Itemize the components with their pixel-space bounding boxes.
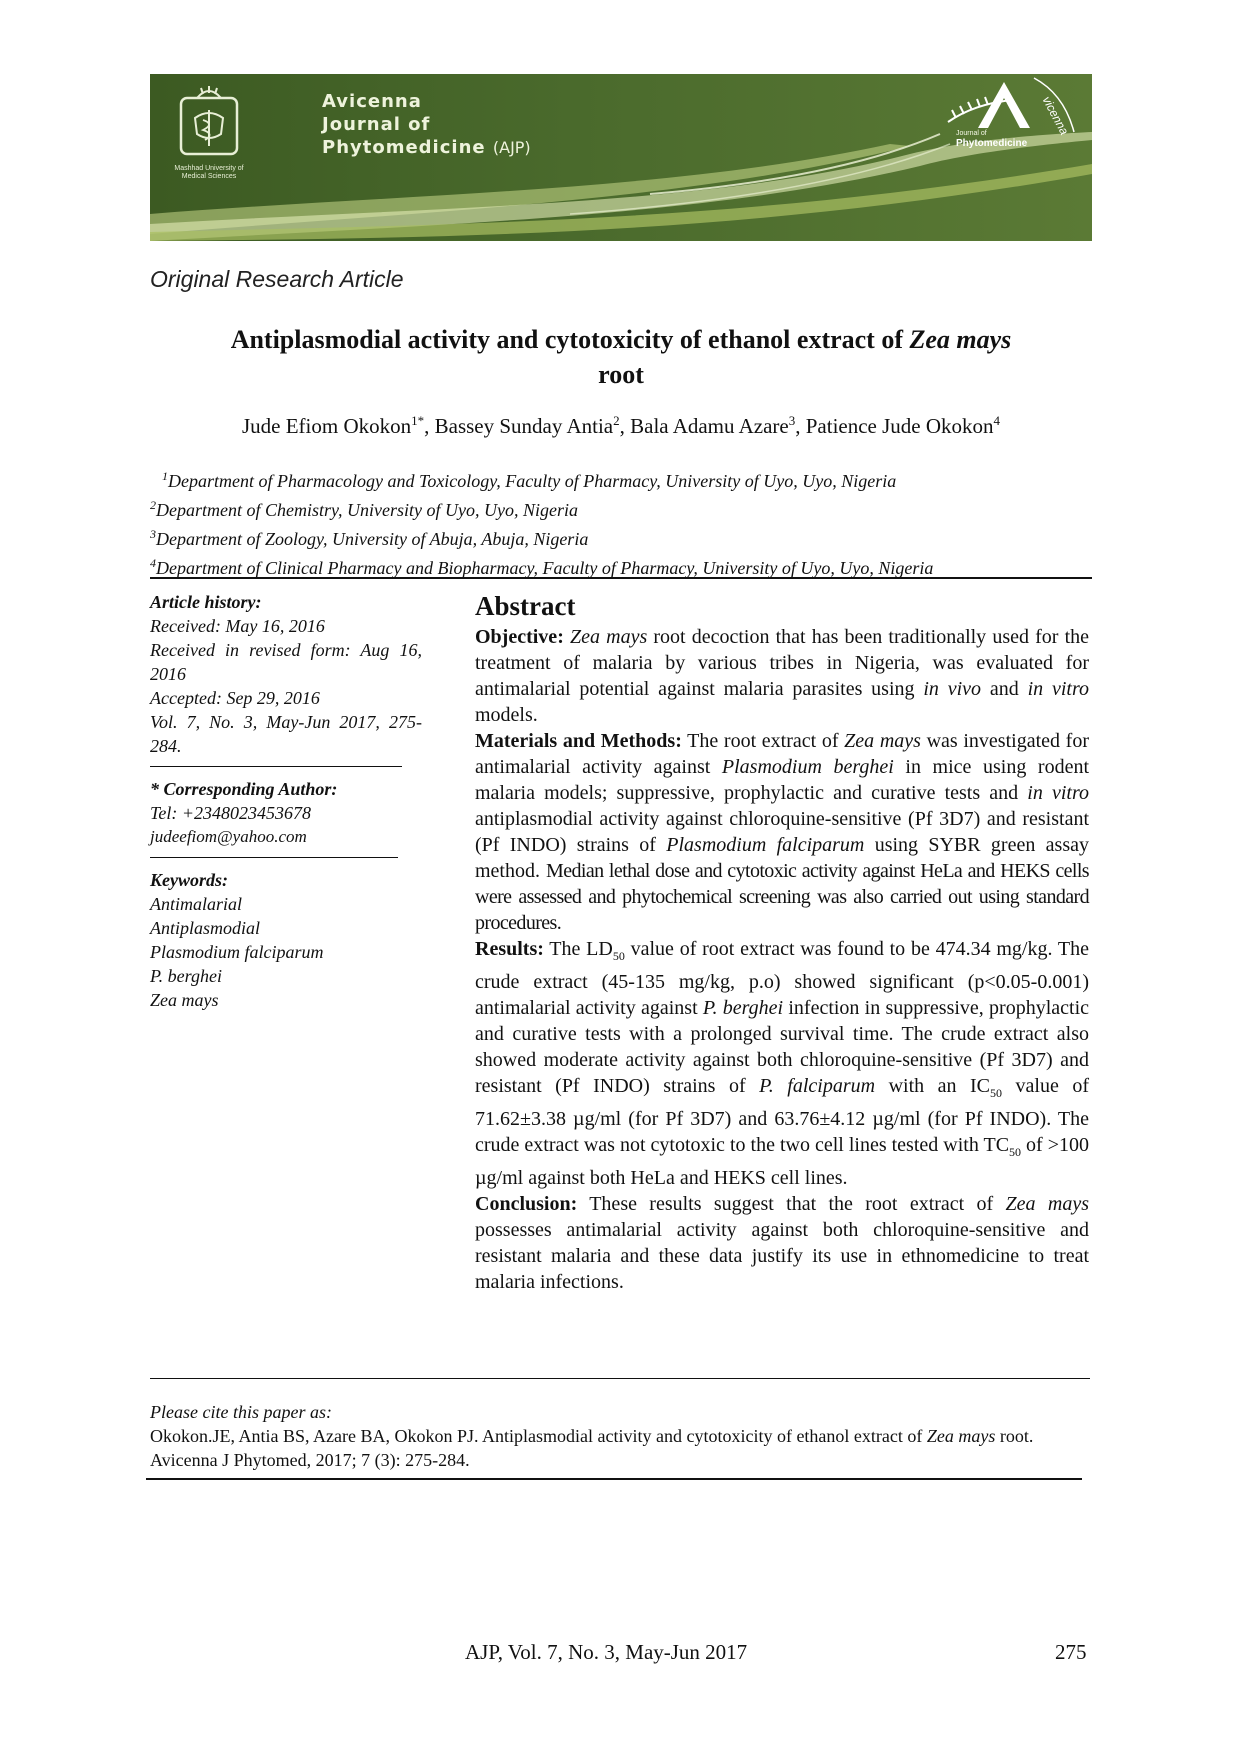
author: Bala Adamu Azare (630, 414, 789, 438)
author-separator: , (424, 414, 435, 438)
affiliation-list (150, 464, 1110, 580)
abstract-methods (475, 728, 1089, 936)
text-run: in mice using rodent malaria models; suppressive, prophylactic and curative tests and (475, 756, 1090, 804)
text-run: The LD (543, 938, 613, 960)
footer-journal-info: AJP, Vol. 7, No. 3, May-Jun 2017 (465, 1640, 748, 1664)
citation-divider-bottom (146, 1478, 1082, 1480)
affiliation (150, 551, 1110, 580)
university-emblem-icon (177, 84, 241, 158)
logo-phytomedicine: Phytomedicine (956, 138, 1028, 149)
author-separator: , (795, 414, 806, 438)
text-run: was investigated for antimalarial activity against (475, 730, 1089, 778)
author-affiliation-mark: 3 (788, 413, 796, 428)
author-affiliation-mark: 1* (411, 413, 425, 428)
text-run: value of 71.62±3.38 µg/ml (for Pf 3D7) and 63.76±4.12 µg/ml (for Pf INDO). The crude extract was not cytotoxic to the two cell lines tested with TC (475, 1075, 1089, 1156)
journal-banner (150, 74, 1092, 241)
avicenna-logo (934, 74, 1084, 184)
corresponding-email: judeefiom@yahoo.com (150, 827, 307, 846)
history-label: Article history: (150, 592, 262, 612)
italic-run: in vitro (1027, 678, 1089, 700)
results-label: Results: (475, 938, 544, 960)
author: Jude Efiom Okokon (241, 414, 412, 438)
journal-title (322, 90, 531, 159)
condensed-run: Median lethal dose and cytotoxic activity against HeLa and HEKS cells were assessed and phytochemical screening was also carried out using standard procedures. (475, 860, 1089, 934)
sidebar-divider (150, 857, 398, 858)
italic-run: P. berghei (702, 997, 784, 1019)
journal-title-line1: Avicenna (322, 91, 422, 112)
subscript-run: 50 (612, 949, 625, 963)
affiliation-number: 1 (162, 469, 168, 483)
text-run: infection in suppressive, prophylactic and curative tests with a prolonged survival time. The crude extract also showed moderate activity against both chloroquine-sensitive (Pf 3D7) and resistant (Pf INDO) strains of (475, 997, 1089, 1097)
affiliation-text: Department of Clinical Pharmacy and Biopharmacy, Faculty of Pharmacy, University of Uyo, Uyo, Nigeria (156, 558, 934, 578)
italic-run: in vivo (923, 678, 982, 700)
text-run: Okokon.JE, Antia BS, Azare BA, Okokon PJ. Antiplasmodial activity and cytotoxicity of ethanol extract of (150, 1426, 927, 1446)
text-run: and (981, 678, 1028, 700)
affiliation-number: 3 (150, 527, 156, 541)
subscript-run: 50 (990, 1086, 1003, 1100)
objective-label: Objective: (475, 626, 564, 648)
italic-run: Plasmodium falciparum (666, 834, 865, 856)
italic-run: P. falciparum (759, 1075, 876, 1097)
text-run: with an IC (875, 1075, 991, 1097)
corresponding-tel: Tel: +2348023453678 (150, 803, 311, 823)
article-info-sidebar (150, 590, 422, 1012)
affiliation-text: Department of Chemistry, University of Uyo, Uyo, Nigeria (156, 500, 578, 520)
title-text: Antiplasmodial activity and cytotoxicity of ethanol extract of (230, 325, 910, 354)
conclusion-label: Conclusion: (475, 1193, 578, 1215)
affiliation-text: Department of Zoology, University of Abuja, Abuja, Nigeria (156, 529, 589, 549)
text-run: The root extract of (681, 730, 845, 752)
abstract-objective (475, 624, 1089, 728)
text-run: using SYBR green assay method. (475, 834, 1089, 882)
abstract-conclusion (475, 1191, 1089, 1295)
affiliation (150, 464, 1110, 493)
methods-text (475, 730, 1089, 934)
accepted-date: Accepted: Sep 29, 2016 (150, 688, 320, 708)
citation-block (150, 1400, 1092, 1472)
subscript-run: 50 (1009, 1145, 1022, 1159)
sidebar-divider (150, 766, 402, 767)
italic-run: Zea mays (844, 730, 921, 752)
author-affiliation-mark: 2 (613, 413, 620, 428)
journal-title-line2: Journal of (322, 114, 431, 135)
italic-run: Zea mays (570, 626, 648, 648)
text-run: possesses antimalarial activity against both chloroquine-sensitive and resistant malaria and these data justify its use in ethnomedicine to treat malaria infections. (475, 1219, 1089, 1293)
italic-run: Zea mays (926, 1426, 996, 1446)
page-number: 275 (1055, 1640, 1087, 1664)
italic-run: in vitro (1027, 782, 1089, 804)
author: Bassey Sunday Antia (434, 414, 614, 438)
keyword: Antiplasmodial (150, 918, 261, 938)
abstract-heading: Abstract (475, 591, 576, 621)
text-run: These results suggest that the root extract of (577, 1193, 1006, 1215)
article-type: Original Research Article (150, 266, 404, 292)
logo-journal-of: Journal of (956, 130, 987, 137)
keyword: Antimalarial (150, 894, 243, 914)
text-run: of >100 µg/ml against both HeLa and HEKS cell lines. (475, 1134, 1089, 1189)
affiliation (150, 493, 1110, 522)
logo-vicenna: vicenna (1039, 94, 1072, 138)
journal-abbreviation: (AJP) (492, 138, 531, 157)
italic-run: Zea mays (1005, 1193, 1089, 1215)
corresponding-author-label: * Corresponding Author: (150, 779, 338, 799)
volume-info: Vol. 7, No. 3, May-Jun 2017, 275-284. (150, 712, 422, 756)
objective-text (475, 626, 1089, 726)
author-affiliation-mark: 4 (993, 413, 1001, 428)
italic-run: Plasmodium berghei (721, 756, 894, 778)
author-separator: , (619, 414, 631, 438)
text-run: antiplasmodial activity against chloroquine-sensitive (Pf 3D7) and resistant (Pf INDO) strains of (475, 808, 1089, 856)
journal-title-line3: Phytomedicine (322, 137, 486, 158)
methods-label: Materials and Methods: (475, 730, 682, 752)
paper-title (175, 322, 1067, 392)
received-date: Received: May 16, 2016 (150, 616, 325, 636)
affiliation (150, 522, 1110, 551)
results-text (475, 938, 1089, 1189)
revised-date: Received in revised form: Aug 16, 2016 (150, 640, 422, 684)
text-run: models. (475, 704, 538, 726)
affiliation-text: Department of Pharmacology and Toxicology, Faculty of Pharmacy, University of Uyo, Uyo, Nigeria (168, 471, 897, 491)
author: Patience Jude Okokon (805, 414, 994, 438)
title-italic: Zea mays (909, 325, 1012, 354)
title-line2: root (598, 360, 644, 389)
affiliation-number: 2 (150, 498, 156, 512)
keywords-label: Keywords: (150, 870, 228, 890)
university-logo (164, 84, 254, 181)
author-list (150, 413, 1092, 439)
university-caption: Mashhad University of Medical Sciences (174, 165, 244, 180)
abstract (475, 590, 1089, 1295)
keyword: Plasmodium falciparum (150, 942, 324, 962)
text-run: root decoction that has been traditionally used for the treatment of malaria by various tribes in Nigeria, was evaluated for antimalarial potential against malaria parasites using (475, 626, 1089, 700)
text-run: value of root extract was found to be 474.34 mg/kg. The crude extract (45-135 mg/kg, p.o) showed significant (p<0.05-0.001) antimalarial activity against (475, 938, 1089, 1019)
citation-text (150, 1424, 1092, 1472)
abstract-results (475, 936, 1089, 1191)
citation-divider-top (150, 1378, 1090, 1379)
citation-label: Please cite this paper as: (150, 1402, 332, 1422)
text-run: root. Avicenna J Phytomed, 2017; 7 (3): 275-284. (150, 1426, 1034, 1470)
keyword: P. berghei (150, 966, 222, 986)
affiliation-number: 4 (150, 556, 156, 570)
header-divider (150, 577, 1092, 579)
keyword: Zea mays (150, 990, 219, 1010)
